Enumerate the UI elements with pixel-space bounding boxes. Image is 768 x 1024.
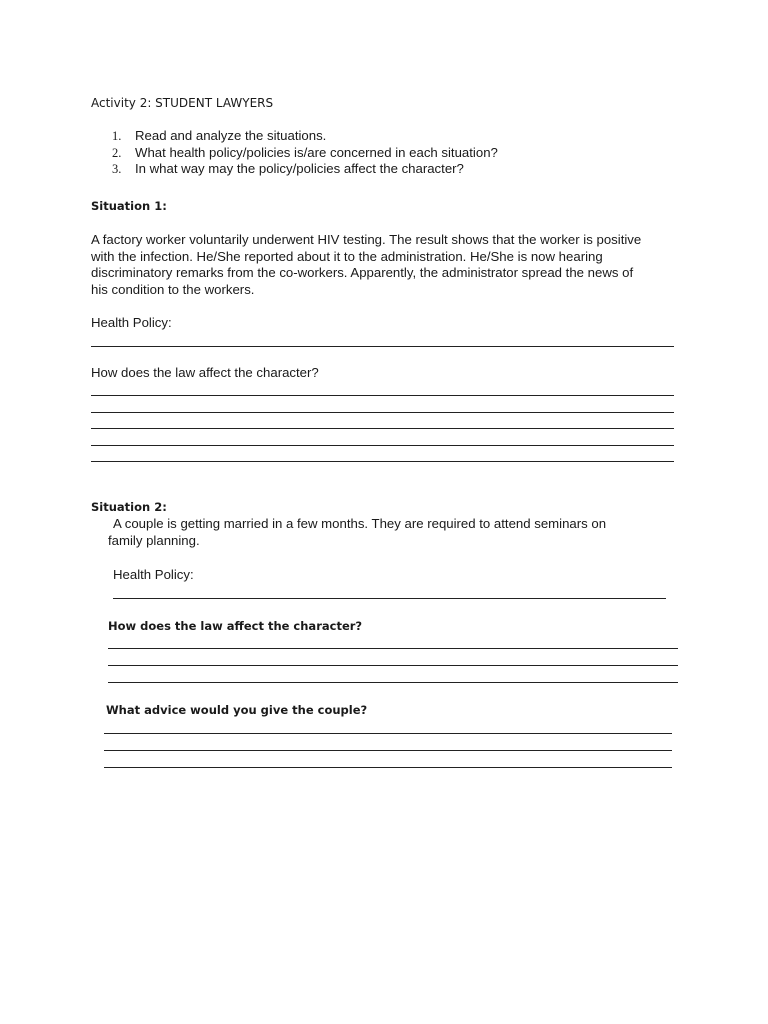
instructions-list bbox=[112, 128, 498, 178]
situation2-answer-line[interactable] bbox=[108, 665, 678, 666]
situation1-answer-line[interactable] bbox=[91, 461, 674, 462]
situation2-health-policy-label: Health Policy: bbox=[113, 567, 194, 582]
situation2-advice-line[interactable] bbox=[104, 733, 672, 734]
situation1-answer-line[interactable] bbox=[91, 428, 674, 429]
instruction-item bbox=[112, 128, 498, 145]
situation2-advice-line[interactable] bbox=[104, 767, 672, 768]
instruction-text: What health policy/policies is/are concerned in each situation? bbox=[135, 144, 498, 160]
instruction-number: 1. bbox=[112, 129, 122, 143]
situation1-paragraph bbox=[91, 232, 641, 298]
situation1-line: A factory worker voluntarily underwent HIV testing. The result shows that the worker is positive bbox=[91, 232, 642, 247]
instruction-item bbox=[112, 161, 498, 178]
situation2-advice-line[interactable] bbox=[104, 750, 672, 751]
situation2-heading: Situation 2: bbox=[91, 500, 167, 514]
situation1-health-policy-label: Health Policy: bbox=[91, 315, 172, 330]
situation1-health-policy-answer-line[interactable] bbox=[91, 346, 674, 347]
situation2-line: family planning. bbox=[108, 533, 200, 548]
situation2-answer-line[interactable] bbox=[108, 648, 678, 649]
situation2-health-policy-answer-line[interactable] bbox=[113, 598, 666, 599]
situation2-question1: How does the law affect the character? bbox=[108, 619, 363, 633]
situation1-answer-line[interactable] bbox=[91, 395, 674, 396]
situation1-question: How does the law affect the character? bbox=[91, 365, 319, 380]
instruction-text: Read and analyze the situations. bbox=[135, 128, 327, 143]
situation2-question2: What advice would you give the couple? bbox=[106, 703, 368, 717]
activity-title: Activity 2: STUDENT LAWYERS bbox=[91, 96, 274, 110]
instruction-item bbox=[112, 145, 498, 162]
instruction-number: 2. bbox=[112, 145, 122, 160]
situation1-line: his condition to the workers. bbox=[91, 281, 255, 297]
situation2-answer-line[interactable] bbox=[108, 682, 678, 683]
situation1-heading: Situation 1: bbox=[91, 199, 167, 213]
instruction-number: 3. bbox=[112, 162, 122, 176]
situation1-answer-line[interactable] bbox=[91, 445, 674, 446]
situation1-answer-line[interactable] bbox=[91, 412, 674, 413]
situation2-line: A couple is getting married in a few months. They are required to attend seminars on bbox=[113, 516, 607, 531]
instruction-text: In what way may the policy/policies affect the character? bbox=[135, 161, 464, 176]
situation1-line: discriminatory remarks from the co-workers. Apparently, the administrator spread the news of bbox=[91, 265, 634, 280]
situation1-line: with the infection. He/She reported about it to the administration. He/She is now hearing bbox=[91, 248, 603, 264]
